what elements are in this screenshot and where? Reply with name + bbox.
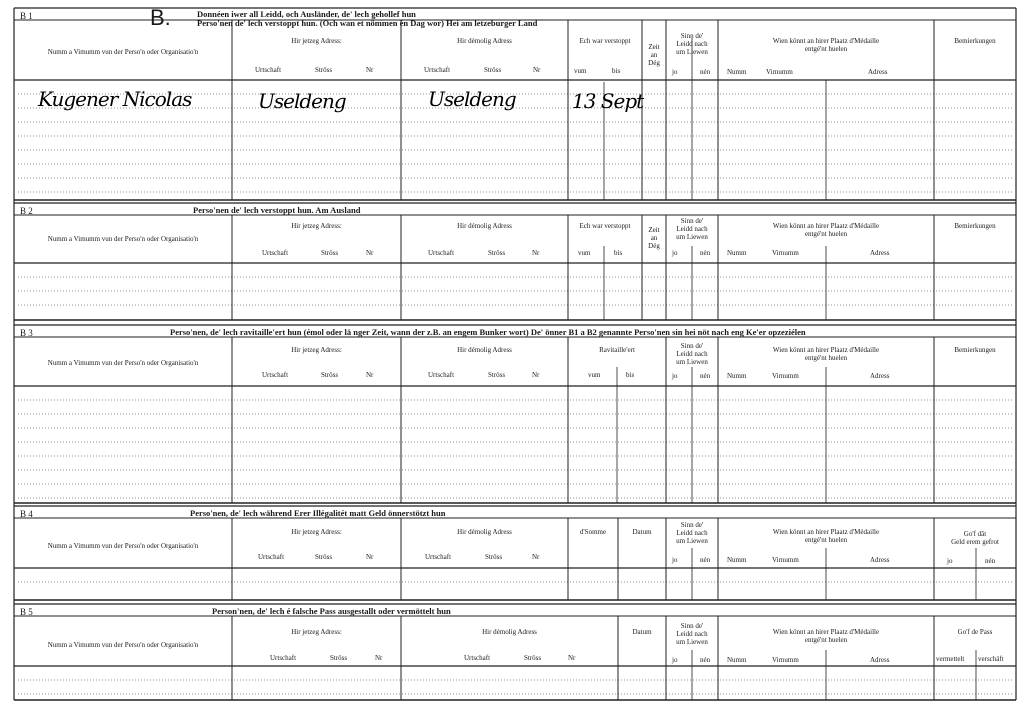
column-subheader: Urtschaft <box>424 66 451 74</box>
column-header: Hir jetzeg Adress: <box>291 528 342 536</box>
column-subheader: Urtschaft <box>428 371 455 379</box>
column-header: um Liewen <box>676 233 708 241</box>
column-header: Hir démolig Adress <box>457 37 512 45</box>
column-header: Numm a Vimumm vun der Perso'n oder Organisatio'n <box>47 641 199 649</box>
column-header: Sinn de' <box>680 622 704 630</box>
column-subheader: Numm <box>727 68 747 76</box>
column-header: Datum <box>632 528 652 536</box>
column-subheader: Ströss <box>488 249 506 257</box>
column-header: um Liewen <box>676 48 708 56</box>
column-subheader: Urtschaft <box>428 249 455 257</box>
column-header: Hir jetzeg Adress: <box>291 346 342 354</box>
section-code: B 2 <box>20 206 33 216</box>
column-subheader: jo <box>672 656 678 664</box>
column-subheader: Nr <box>375 654 383 662</box>
column-subheader: Nr <box>533 66 541 74</box>
entry-hidden-from: 13 Sept <box>572 89 644 113</box>
column-header: um Liewen <box>676 638 708 646</box>
column-subheader: bis <box>612 67 621 75</box>
column-subheader: Ströss <box>524 654 542 662</box>
column-header: Wien könnt an hirer Plaatz d'Médaille <box>772 628 880 636</box>
section-title: Donnéen iwer all Leidd, och Ausländer, de' lech gehollef hun <box>197 9 416 19</box>
column-subheader: Numm <box>727 372 747 380</box>
section-code: B 1 <box>20 11 33 21</box>
column-subheader: Ströss <box>321 249 339 257</box>
column-subheader: Nr <box>366 249 374 257</box>
column-header: Bemierkungen <box>954 222 996 230</box>
column-header: Leidd nach <box>676 40 708 48</box>
column-subheader: Nr <box>532 371 540 379</box>
column-subheader: Ströss <box>330 654 348 662</box>
column-header: Leidd nach <box>676 225 708 233</box>
column-header: Hir démolig Adress <box>482 628 537 636</box>
column-subheader: Adress <box>870 249 890 257</box>
column-subheader: vum <box>578 249 591 257</box>
column-header: Zeit <box>648 226 660 234</box>
column-header: Wien könnt an hirer Plaatz d'Médaille <box>772 346 880 354</box>
column-subheader: Virnumm <box>772 249 799 257</box>
column-subheader: Nr <box>532 249 540 257</box>
column-subheader: vermettelt <box>936 655 965 663</box>
column-subheader: Numm <box>727 556 747 564</box>
column-subheader: Ströss <box>484 66 502 74</box>
column-header: Hir jetzeg Adress: <box>291 222 342 230</box>
column-subheader: Adress <box>868 68 888 76</box>
column-subheader: nén <box>700 656 711 664</box>
column-header: Numm a Vimumm vun der Perso'n oder Organisatio'n <box>47 359 199 367</box>
column-header: Numm a Vimumm vun der Perso'n oder Organisatio'n <box>47 542 199 550</box>
column-header: Zeit <box>648 43 660 51</box>
column-header: Numm a Vimumm vun der Perso'n oder Organisatio'n <box>47 235 199 243</box>
section-title: Perso'nen de' lech verstoppt hun. (Och wan et nömmen én Dag wor) Hei am letzeburger Land <box>197 18 538 28</box>
section-code: B 5 <box>20 607 33 617</box>
section-title: Perso'nen, de' lech während Erer Illégalitét matt Geld önnerstötzt hun <box>190 508 446 518</box>
column-header: entgé'nt huelen <box>804 230 848 238</box>
column-subheader: Numm <box>727 249 747 257</box>
column-header: an <box>650 51 658 59</box>
column-header: Wien könnt an hirer Plaatz d'Médaille <box>772 528 880 536</box>
column-subheader: nén <box>700 372 711 380</box>
entry-former-address: Useldeng <box>428 87 516 111</box>
column-subheader: Adress <box>870 556 890 564</box>
column-header: entgé'nt huelen <box>804 45 848 53</box>
column-header: Hir jetzeg Adress: <box>291 628 342 636</box>
column-subheader: bis <box>614 249 623 257</box>
column-subheader: vum <box>588 371 601 379</box>
column-header: Numm a Vimumm vun der Perso'n oder Organisatio'n <box>47 48 199 56</box>
column-subheader: jo <box>672 68 678 76</box>
column-subheader: Virnumm <box>772 372 799 380</box>
section-title: Perso'nen de' lech verstoppt hun. Am Ausland <box>193 205 361 215</box>
column-subheader: Nr <box>366 553 374 561</box>
column-subheader: Nr <box>366 66 374 74</box>
column-header: Dég <box>648 59 660 67</box>
column-header: Ech war verstoppt <box>579 37 631 45</box>
column-subheader: Urtschaft <box>262 249 289 257</box>
column-subheader: Ströss <box>315 66 333 74</box>
column-subheader: Virnumm <box>766 68 793 76</box>
column-header: entgé'nt huelen <box>804 354 848 362</box>
column-subheader: Adress <box>870 656 890 664</box>
column-subheader: Nr <box>366 371 374 379</box>
column-header: Hir démolig Adress <box>457 346 512 354</box>
column-header: Dég <box>648 242 660 250</box>
column-subheader: jo <box>672 556 678 564</box>
column-subheader: jo <box>672 249 678 257</box>
column-subheader: nén <box>700 249 711 257</box>
column-header: Hir démolig Adress <box>457 222 512 230</box>
column-header: Ravitaille'ert <box>599 346 635 354</box>
section-title: Person'nen, de' lech é falsche Pass ausgestallt oder vermöttelt hun <box>212 606 451 616</box>
column-header: entgé'nt huelen <box>804 536 848 544</box>
column-header: an <box>650 234 658 242</box>
column-header: Leidd nach <box>676 350 708 358</box>
column-subheader: Urtschaft <box>262 371 289 379</box>
column-subheader: jo <box>672 372 678 380</box>
column-subheader: Ströss <box>488 371 506 379</box>
entry-current-address: Useldeng <box>258 89 346 113</box>
column-subheader: Ströss <box>321 371 339 379</box>
column-subheader: Urtschaft <box>258 553 285 561</box>
column-header: Wien könnt an hirer Plaatz d'Médaille <box>772 37 880 45</box>
column-subheader: bis <box>626 371 635 379</box>
column-header: Sinn de' <box>680 521 704 529</box>
column-header: Leidd nach <box>676 529 708 537</box>
column-header: Datum <box>632 628 652 636</box>
column-subheader: Numm <box>727 656 747 664</box>
column-subheader: Virnumm <box>772 656 799 664</box>
column-subheader: Urtschaft <box>464 654 491 662</box>
column-subheader: nén <box>985 557 996 565</box>
column-subheader: nén <box>700 68 711 76</box>
column-header: Bemierkungen <box>954 37 996 45</box>
column-subheader: vum <box>574 67 587 75</box>
column-subheader: Ströss <box>485 553 503 561</box>
column-header: d'Somme <box>579 528 607 536</box>
column-subheader: Urtschaft <box>270 654 297 662</box>
column-subheader: Urtschaft <box>425 553 452 561</box>
column-header: Hir démolig Adress <box>457 528 512 536</box>
column-header: Leidd nach <box>676 630 708 638</box>
column-subheader: jo <box>947 557 953 565</box>
entry-name: Kugener Nicolas <box>38 87 192 111</box>
section-code: B 3 <box>20 328 33 338</box>
column-subheader: Ströss <box>315 553 333 561</box>
column-header: Go'f dât <box>963 530 987 538</box>
column-subheader: nén <box>700 556 711 564</box>
column-header: Ech war verstoppt <box>579 222 631 230</box>
column-header: Go'f de Pass <box>957 628 993 636</box>
column-header: um Liewen <box>676 358 708 366</box>
column-header: Sinn de' <box>680 217 704 225</box>
column-header: Geld erem gefrot <box>951 538 999 546</box>
section-letter: B. <box>150 5 171 30</box>
section-title: Perso'nen, de' lech ravitaille'ert hun (émol oder lä nger Zeit, wann der z.B. an engem Bunker wort) De' önner B1 a B2 genannte Perso'nen sin hei nöt nach eng Ke'er opzeziélen <box>170 327 806 337</box>
column-header: Wien könnt an hirer Plaatz d'Médaille <box>772 222 880 230</box>
column-header: Bemierkungen <box>954 346 996 354</box>
column-subheader: Nr <box>568 654 576 662</box>
column-subheader: Adress <box>870 372 890 380</box>
column-subheader: verschäft <box>978 655 1004 663</box>
column-subheader: Urtschaft <box>255 66 282 74</box>
column-header: Sinn de' <box>680 342 704 350</box>
column-header: Sinn de' <box>680 32 704 40</box>
section-code: B 4 <box>20 509 33 519</box>
column-subheader: Nr <box>532 553 540 561</box>
column-header: um Liewen <box>676 537 708 545</box>
column-header: Hir jetzeg Adress: <box>291 37 342 45</box>
column-header: entgé'nt huelen <box>804 636 848 644</box>
column-subheader: Virnumm <box>772 556 799 564</box>
